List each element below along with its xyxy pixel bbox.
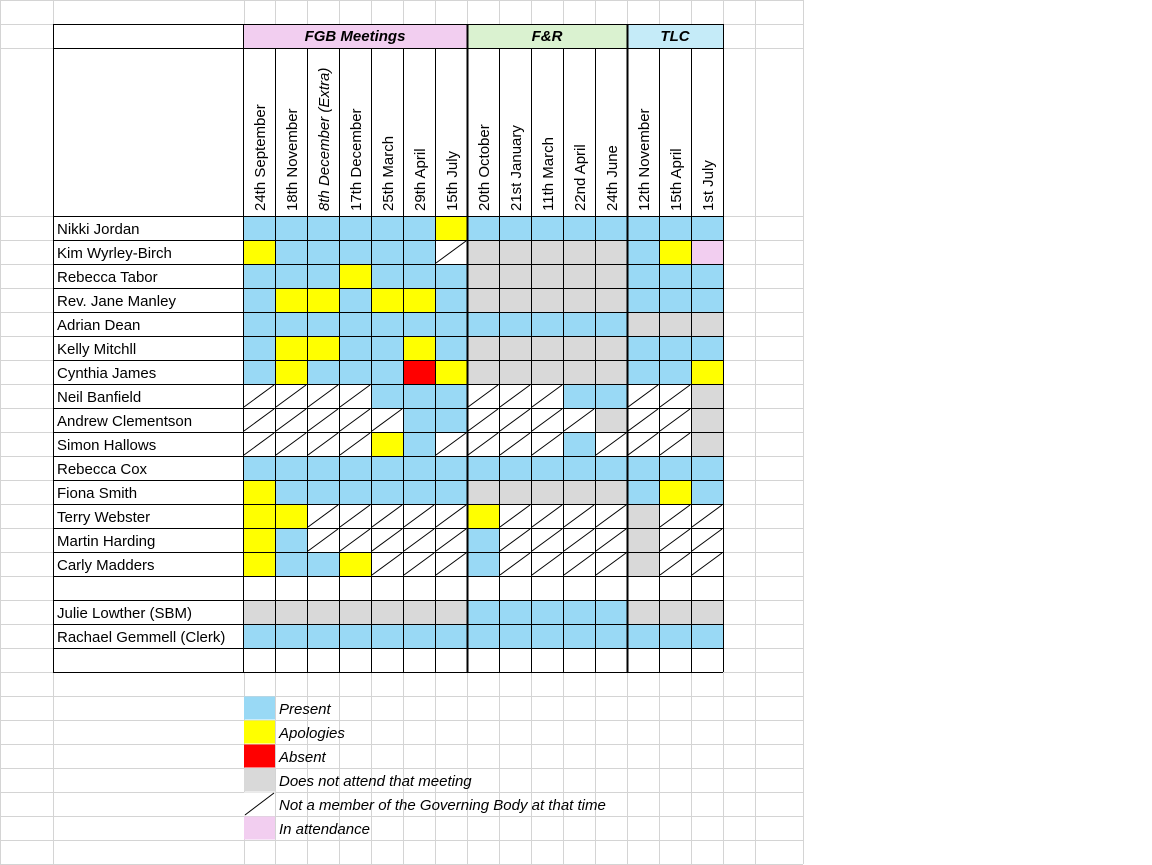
attendance-cell[interactable] [243, 576, 275, 600]
attendance-cell[interactable] [403, 432, 435, 456]
attendance-cell[interactable] [563, 240, 595, 264]
attendance-cell[interactable] [371, 576, 403, 600]
attendance-cell[interactable] [499, 624, 531, 648]
attendance-cell[interactable] [627, 648, 659, 672]
attendance-cell[interactable] [307, 600, 339, 624]
attendance-cell[interactable] [499, 600, 531, 624]
attendance-cell[interactable] [595, 648, 627, 672]
attendance-cell[interactable] [691, 384, 723, 408]
attendance-cell[interactable] [499, 312, 531, 336]
attendance-cell[interactable] [339, 552, 371, 576]
group-header-label: TLC [660, 28, 690, 45]
attendance-cell[interactable] [435, 336, 467, 360]
attendance-cell[interactable] [275, 504, 307, 528]
attendance-cell[interactable] [275, 336, 307, 360]
legend-swatch [244, 769, 275, 792]
column-header-date: 11th March [540, 137, 557, 211]
attendance-cell[interactable] [659, 648, 691, 672]
attendance-cell[interactable] [691, 576, 723, 600]
attendance-cell[interactable] [627, 624, 659, 648]
legend-label: Apologies [279, 725, 345, 742]
attendance-cell[interactable] [691, 432, 723, 456]
attendance-cell[interactable] [435, 360, 467, 384]
attendance-cell[interactable] [275, 456, 307, 480]
attendance-cell[interactable] [275, 648, 307, 672]
attendance-cell[interactable] [435, 384, 467, 408]
attendance-cell[interactable] [275, 288, 307, 312]
attendance-cell[interactable] [243, 336, 275, 360]
attendance-cell[interactable] [339, 480, 371, 504]
attendance-cell[interactable] [403, 216, 435, 240]
attendance-cell[interactable] [531, 576, 563, 600]
attendance-cell[interactable] [499, 336, 531, 360]
attendance-cell[interactable] [499, 216, 531, 240]
attendance-cell[interactable] [563, 432, 595, 456]
attendance-cell[interactable] [467, 648, 499, 672]
attendance-cell[interactable] [371, 384, 403, 408]
attendance-cell[interactable] [531, 360, 563, 384]
column-header-date: 1st July [700, 160, 717, 211]
attendance-cell[interactable] [371, 456, 403, 480]
attendance-cell[interactable] [627, 480, 659, 504]
attendance-cell[interactable] [435, 648, 467, 672]
member-name: Adrian Dean [57, 317, 141, 334]
attendance-cell[interactable] [595, 336, 627, 360]
attendance-cell[interactable] [531, 624, 563, 648]
member-name: Kim Wyrley-Birch [57, 245, 172, 262]
attendance-cell[interactable] [403, 576, 435, 600]
attendance-cell[interactable] [435, 216, 467, 240]
attendance-cell[interactable] [563, 288, 595, 312]
attendance-cell[interactable] [275, 264, 307, 288]
attendance-cell[interactable] [627, 600, 659, 624]
attendance-cell[interactable] [275, 312, 307, 336]
legend-swatch [244, 817, 275, 840]
attendance-cell[interactable] [627, 240, 659, 264]
attendance-cell[interactable] [467, 480, 499, 504]
attendance-cell[interactable] [307, 624, 339, 648]
attendance-cell[interactable] [435, 576, 467, 600]
attendance-cell[interactable] [307, 552, 339, 576]
attendance-cell[interactable] [307, 288, 339, 312]
column-header-date: 12th November [636, 108, 653, 211]
attendance-cell[interactable] [307, 648, 339, 672]
attendance-cell[interactable] [563, 360, 595, 384]
member-name: Terry Webster [57, 509, 151, 526]
member-name: Rev. Jane Manley [57, 293, 176, 310]
column-header-date: 20th October [476, 124, 493, 211]
attendance-cell[interactable] [243, 264, 275, 288]
member-name: Neil Banfield [57, 389, 142, 406]
attendance-cell[interactable] [531, 240, 563, 264]
attendance-cell[interactable] [307, 576, 339, 600]
attendance-cell[interactable] [371, 312, 403, 336]
member-name: Rebecca Cox [57, 461, 148, 478]
attendance-cell[interactable] [467, 216, 499, 240]
attendance-cell[interactable] [339, 312, 371, 336]
attendance-cell[interactable] [467, 576, 499, 600]
attendance-cell[interactable] [499, 288, 531, 312]
attendance-cell[interactable] [499, 648, 531, 672]
member-name: Andrew Clementson [57, 413, 193, 430]
attendance-cell[interactable] [627, 552, 659, 576]
attendance-cell[interactable] [563, 264, 595, 288]
attendance-cell[interactable] [435, 456, 467, 480]
attendance-cell[interactable] [339, 240, 371, 264]
attendance-cell[interactable] [659, 240, 691, 264]
attendance-cell[interactable] [275, 216, 307, 240]
legend-label: Does not attend that meeting [279, 773, 472, 790]
attendance-cell[interactable] [659, 264, 691, 288]
attendance-cell[interactable] [691, 624, 723, 648]
attendance-cell[interactable] [403, 264, 435, 288]
attendance-cell[interactable] [435, 624, 467, 648]
attendance-cell[interactable] [339, 360, 371, 384]
attendance-cell[interactable] [467, 360, 499, 384]
attendance-cell[interactable] [627, 504, 659, 528]
attendance-cell[interactable] [435, 600, 467, 624]
attendance-cell[interactable] [435, 480, 467, 504]
attendance-cell[interactable] [275, 240, 307, 264]
attendance-cell[interactable] [627, 456, 659, 480]
attendance-cell[interactable] [275, 480, 307, 504]
attendance-cell[interactable] [403, 240, 435, 264]
attendance-cell[interactable] [403, 288, 435, 312]
attendance-cell[interactable] [371, 216, 403, 240]
attendance-cell[interactable] [627, 360, 659, 384]
attendance-cell[interactable] [307, 336, 339, 360]
attendance-cell[interactable] [691, 480, 723, 504]
member-name: Nikki Jordan [57, 221, 140, 238]
attendance-cell[interactable] [243, 624, 275, 648]
attendance-cell[interactable] [691, 240, 723, 264]
legend-label: Absent [279, 749, 326, 766]
attendance-cell[interactable] [531, 480, 563, 504]
attendance-cell[interactable] [595, 480, 627, 504]
attendance-cell[interactable] [659, 288, 691, 312]
attendance-cell[interactable] [499, 264, 531, 288]
attendance-cell[interactable] [339, 264, 371, 288]
attendance-cell[interactable] [371, 240, 403, 264]
attendance-cell[interactable] [627, 312, 659, 336]
attendance-cell[interactable] [307, 216, 339, 240]
attendance-cell[interactable] [563, 624, 595, 648]
attendance-cell[interactable] [627, 216, 659, 240]
attendance-cell[interactable] [531, 600, 563, 624]
attendance-cell[interactable] [595, 600, 627, 624]
attendance-cell[interactable] [275, 552, 307, 576]
attendance-cell[interactable] [435, 312, 467, 336]
attendance-cell[interactable] [659, 336, 691, 360]
column-header-date: 29th April [412, 148, 429, 211]
attendance-cell[interactable] [595, 240, 627, 264]
attendance-cell[interactable] [243, 528, 275, 552]
attendance-cell[interactable] [339, 576, 371, 600]
attendance-cell[interactable] [403, 384, 435, 408]
attendance-cell[interactable] [691, 288, 723, 312]
attendance-cell[interactable] [467, 624, 499, 648]
column-header-date: 24th September [252, 104, 269, 211]
attendance-cell[interactable] [467, 240, 499, 264]
attendance-cell[interactable] [691, 216, 723, 240]
attendance-cell[interactable] [563, 312, 595, 336]
attendance-cell[interactable] [595, 408, 627, 432]
attendance-cell[interactable] [243, 456, 275, 480]
member-name: Martin Harding [57, 533, 156, 550]
member-name: Rebecca Tabor [57, 269, 158, 286]
column-header-date: 15th July [444, 150, 461, 211]
column-header-date: 22nd April [572, 144, 589, 211]
attendance-cell[interactable] [371, 624, 403, 648]
attendance-cell[interactable] [403, 600, 435, 624]
attendance-cell[interactable] [371, 432, 403, 456]
attendance-cell[interactable] [563, 648, 595, 672]
attendance-cell[interactable] [243, 312, 275, 336]
attendance-cell[interactable] [243, 600, 275, 624]
attendance-cell[interactable] [339, 216, 371, 240]
attendance-cell[interactable] [691, 456, 723, 480]
attendance-cell[interactable] [467, 288, 499, 312]
attendance-cell[interactable] [339, 624, 371, 648]
legend-swatch [244, 697, 275, 720]
attendance-cell[interactable] [275, 360, 307, 384]
attendance-cell[interactable] [403, 456, 435, 480]
attendance-cell[interactable] [659, 216, 691, 240]
attendance-cell[interactable] [307, 456, 339, 480]
column-header-date: 18th November [284, 108, 301, 211]
attendance-cell[interactable] [531, 312, 563, 336]
attendance-cell[interactable] [403, 312, 435, 336]
attendance-cell[interactable] [467, 336, 499, 360]
column-header-date: 24th June [604, 145, 621, 211]
attendance-cell[interactable] [659, 360, 691, 384]
attendance-cell[interactable] [403, 360, 435, 384]
attendance-cell[interactable] [243, 360, 275, 384]
attendance-cell[interactable] [563, 600, 595, 624]
attendance-cell[interactable] [403, 480, 435, 504]
attendance-cell[interactable] [659, 480, 691, 504]
group-header-label: F&R [531, 28, 563, 45]
attendance-cell[interactable] [403, 408, 435, 432]
member-name: Cynthia James [57, 365, 157, 382]
attendance-cell[interactable] [467, 552, 499, 576]
column-header-date: 25th March [380, 135, 397, 211]
attendance-cell[interactable] [691, 312, 723, 336]
attendance-cell[interactable] [691, 648, 723, 672]
member-name: Carly Madders [57, 557, 155, 574]
member-name: Simon Hallows [57, 437, 157, 454]
attendance-cell[interactable] [595, 312, 627, 336]
attendance-cell[interactable] [243, 240, 275, 264]
attendance-cell[interactable] [403, 336, 435, 360]
attendance-cell[interactable] [563, 216, 595, 240]
attendance-cell[interactable] [243, 648, 275, 672]
attendance-cell[interactable] [627, 336, 659, 360]
attendance-cell[interactable] [595, 384, 627, 408]
attendance-cell[interactable] [499, 480, 531, 504]
attendance-cell[interactable] [531, 216, 563, 240]
attendance-cell[interactable] [371, 288, 403, 312]
attendance-cell[interactable] [531, 264, 563, 288]
attendance-cell[interactable] [659, 576, 691, 600]
legend-label: In attendance [279, 821, 370, 838]
attendance-cell[interactable] [243, 504, 275, 528]
column-header-date: 8th December (Extra) [316, 67, 333, 211]
attendance-cell[interactable] [435, 408, 467, 432]
attendance-cell[interactable] [339, 648, 371, 672]
legend-swatch [244, 745, 275, 768]
member-name: Fiona Smith [57, 485, 138, 502]
legend-label: Not a member of the Governing Body at that time [279, 797, 606, 814]
attendance-cell[interactable] [659, 624, 691, 648]
attendance-cell[interactable] [467, 528, 499, 552]
attendance-cell[interactable] [691, 264, 723, 288]
attendance-cell[interactable] [595, 216, 627, 240]
attendance-cell[interactable] [467, 600, 499, 624]
attendance-cell[interactable] [403, 624, 435, 648]
attendance-cell[interactable] [307, 360, 339, 384]
attendance-cell[interactable] [371, 360, 403, 384]
attendance-cell[interactable] [307, 264, 339, 288]
attendance-cell[interactable] [563, 384, 595, 408]
attendance-cell[interactable] [243, 552, 275, 576]
attendance-cell[interactable] [595, 456, 627, 480]
attendance-cell[interactable] [595, 576, 627, 600]
attendance-cell[interactable] [307, 480, 339, 504]
attendance-cell[interactable] [371, 336, 403, 360]
group-header-label: FGB Meetings [304, 28, 406, 45]
attendance-cell[interactable] [531, 288, 563, 312]
attendance-cell[interactable] [275, 528, 307, 552]
member-name: Kelly Mitchll [57, 341, 137, 358]
attendance-cell[interactable] [499, 360, 531, 384]
attendance-cell[interactable] [531, 648, 563, 672]
attendance-cell[interactable] [371, 600, 403, 624]
column-header-date: 17th December [348, 108, 365, 211]
attendance-cell[interactable] [467, 504, 499, 528]
attendance-cell[interactable] [595, 360, 627, 384]
attendance-cell[interactable] [499, 456, 531, 480]
attendance-cell[interactable] [339, 336, 371, 360]
attendance-cell[interactable] [467, 264, 499, 288]
attendance-cell[interactable] [563, 480, 595, 504]
attendance-cell[interactable] [595, 264, 627, 288]
attendance-cell[interactable] [499, 240, 531, 264]
attendance-cell[interactable] [435, 288, 467, 312]
attendance-cell[interactable] [275, 576, 307, 600]
attendance-cell[interactable] [627, 528, 659, 552]
attendance-cell[interactable] [691, 408, 723, 432]
attendance-cell[interactable] [371, 480, 403, 504]
legend-swatch [244, 721, 275, 744]
attendance-cell[interactable] [563, 576, 595, 600]
attendance-cell[interactable] [499, 576, 531, 600]
attendance-cell[interactable] [339, 600, 371, 624]
attendance-cell[interactable] [659, 312, 691, 336]
legend-label: Present [279, 701, 331, 718]
attendance-cell[interactable] [307, 240, 339, 264]
attendance-cell[interactable] [435, 264, 467, 288]
attendance-cell[interactable] [563, 336, 595, 360]
attendance-cell[interactable] [467, 456, 499, 480]
attendance-cell[interactable] [691, 600, 723, 624]
attendance-cell[interactable] [243, 480, 275, 504]
column-header-date: 21st January [508, 125, 525, 211]
attendance-cell[interactable] [371, 648, 403, 672]
attendance-cell[interactable] [563, 456, 595, 480]
attendance-cell[interactable] [627, 288, 659, 312]
member-name: Rachael Gemmell (Clerk) [57, 629, 226, 646]
attendance-cell[interactable] [339, 456, 371, 480]
attendance-cell[interactable] [531, 456, 563, 480]
attendance-cell[interactable] [307, 312, 339, 336]
attendance-cell[interactable] [659, 600, 691, 624]
attendance-cell[interactable] [691, 336, 723, 360]
attendance-cell[interactable] [243, 216, 275, 240]
attendance-cell[interactable] [659, 456, 691, 480]
member-name: Julie Lowther (SBM) [57, 605, 193, 622]
attendance-cell[interactable] [275, 600, 307, 624]
column-header-date: 15th April [668, 148, 685, 211]
attendance-cell[interactable] [467, 312, 499, 336]
attendance-cell[interactable] [339, 288, 371, 312]
attendance-cell[interactable] [595, 624, 627, 648]
attendance-cell[interactable] [243, 288, 275, 312]
attendance-cell[interactable] [627, 576, 659, 600]
attendance-cell[interactable] [691, 360, 723, 384]
attendance-cell[interactable] [595, 288, 627, 312]
attendance-cell[interactable] [531, 336, 563, 360]
attendance-cell[interactable] [275, 624, 307, 648]
attendance-cell[interactable] [403, 648, 435, 672]
attendance-cell[interactable] [627, 264, 659, 288]
attendance-cell[interactable] [371, 264, 403, 288]
attendance-table [53, 24, 724, 673]
